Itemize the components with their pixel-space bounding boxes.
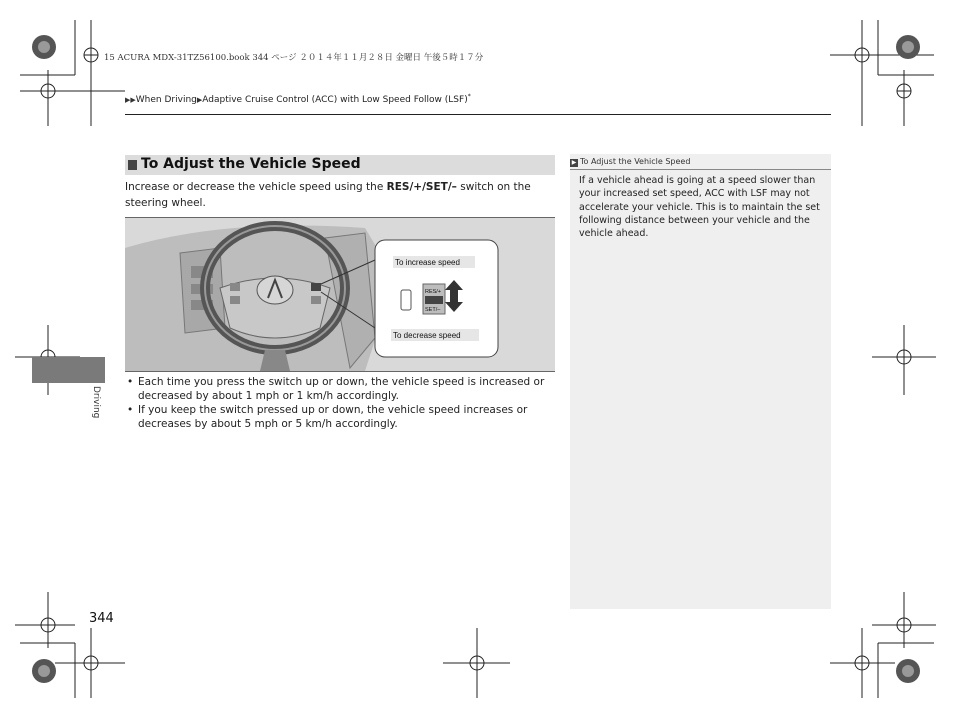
- intro-text-end: switch on the steering wheel.: [125, 181, 531, 209]
- chapter-tab-label: Driving: [91, 386, 101, 419]
- breadcrumb-mark: *: [467, 93, 471, 100]
- list-item: • If you keep the switch pressed up or down, the vehicle speed increases or decreases by about 5 mph or 5 km/h accordingly.: [125, 403, 555, 431]
- steering-wheel-figure: [125, 217, 555, 372]
- chapter-tab[interactable]: [32, 357, 105, 383]
- side-note-rule: [570, 169, 831, 170]
- header-rule: [125, 114, 831, 115]
- label-increase: To increase speed: [395, 258, 460, 267]
- section-title: To Adjust the Vehicle Speed: [141, 156, 361, 172]
- section-header: [125, 155, 555, 175]
- side-note-header: [570, 157, 690, 167]
- section-square-icon: [128, 160, 137, 170]
- section-intro: [125, 179, 557, 211]
- breadcrumb-item-when-driving[interactable]: When Driving: [135, 95, 197, 105]
- intro-text: Increase or decrease the vehicle speed using the: [125, 181, 387, 193]
- label-decrease: To decrease speed: [393, 331, 461, 340]
- breadcrumb: [125, 93, 471, 105]
- intro-switch-name: RES/+/SET/–: [386, 181, 457, 193]
- breadcrumb-arrow-icon: ▶▶: [125, 96, 136, 104]
- breadcrumb-arrow-icon: ▶: [196, 96, 203, 104]
- side-note-text: If a vehicle ahead is going at a speed slower than your increased set speed, ACC with LSF may not accelerate your vehicle. This is to maintain the set following distance between your vehicle and the vehicle ahead.: [579, 175, 820, 240]
- side-note-panel: [570, 154, 831, 609]
- set-button-label: SET/–: [425, 307, 441, 313]
- steering-wheel-illustration: [125, 218, 555, 371]
- page-number: 344: [89, 611, 114, 626]
- bullet-list: [125, 375, 555, 431]
- res-button-label: RES/+: [425, 289, 442, 295]
- list-item: • Each time you press the switch up or down, the vehicle speed is increased or decreased by about 1 mph or 1 km/h accordingly.: [125, 375, 555, 403]
- note-marker-icon: ▶: [571, 159, 577, 166]
- side-note-title[interactable]: To Adjust the Vehicle Speed: [580, 157, 691, 166]
- breadcrumb-item-acc[interactable]: Adaptive Cruise Control (ACC) with Low Speed Follow (LSF): [202, 95, 468, 105]
- file-header: 15 ACURA MDX-31TZ56100.book 344 ページ ２０１４年１１月２８日 金曜日 午後５時１７分: [104, 53, 484, 63]
